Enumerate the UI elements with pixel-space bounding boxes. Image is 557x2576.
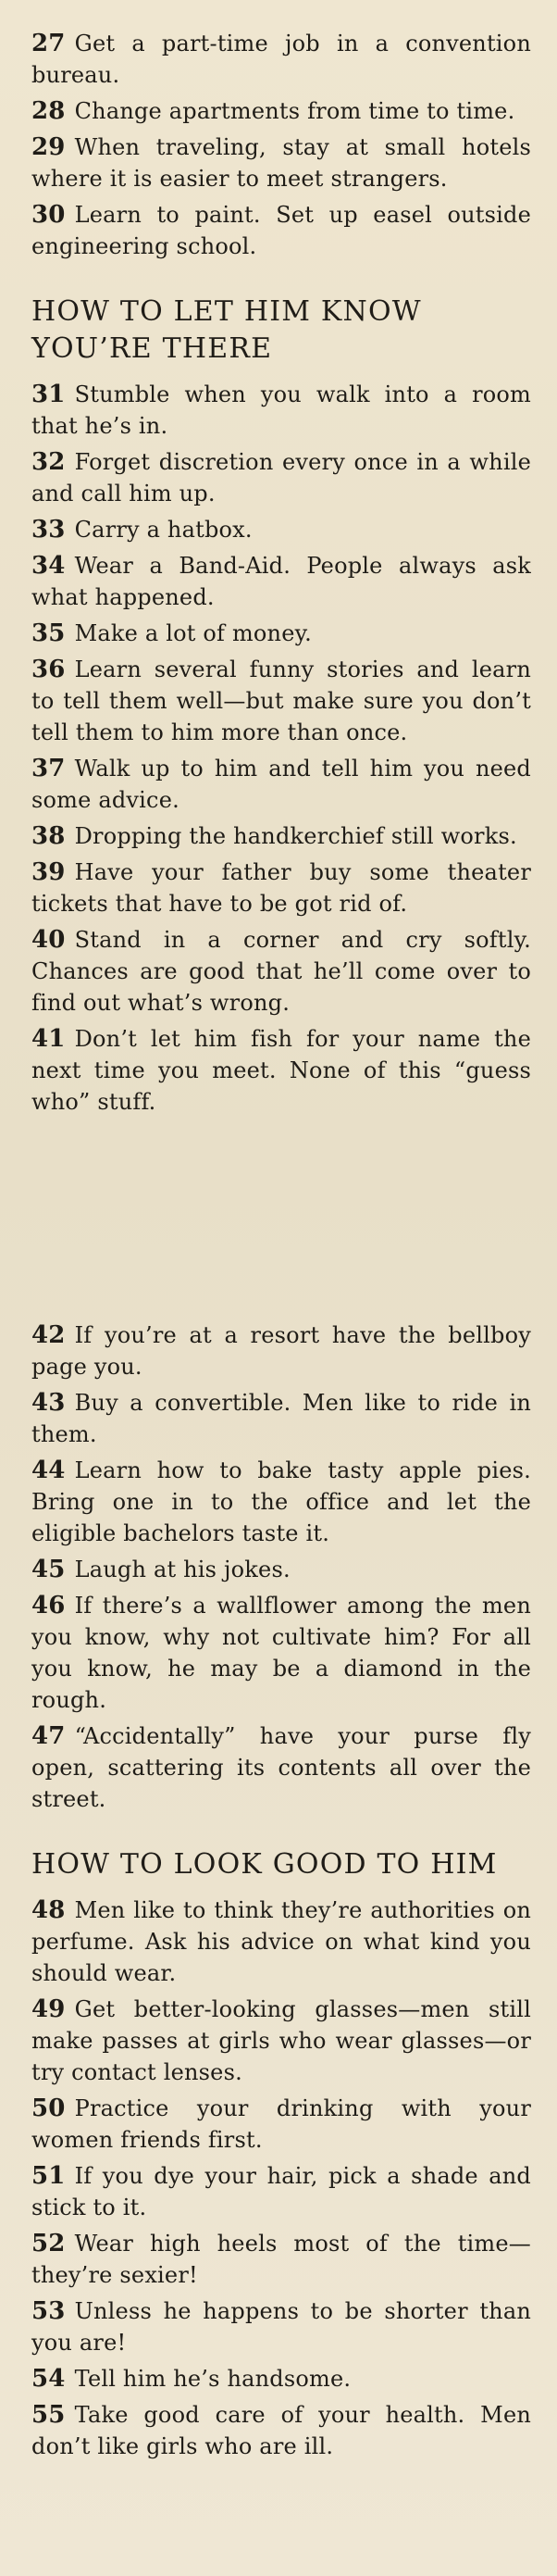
list-item: 44 Learn how to bake tasty apple pies. Bring one in to the office and let the eligible bachelors taste it. <box>31 1457 531 1546</box>
list-item: 36 Learn several funny stories and learn to tell them well—but make sure you don’t tell them to him more than once. <box>31 656 531 745</box>
list-item: 29 When traveling, stay at small hotels where it is easier to meet strangers. <box>31 133 531 192</box>
list-item: 31 Stumble when you walk into a room that he’s in. <box>31 381 531 439</box>
section-heading-look-good: HOW TO LOOK GOOD TO HIM <box>31 1848 498 1881</box>
list-item: 32 Forget discretion every once in a while and call him up. <box>31 448 531 506</box>
section-heading-let-him-know: HOW TO LET HIM KNOW YOU’RE THERE <box>31 295 422 365</box>
item-list-pre <box>31 28 531 262</box>
list-item: 30 Learn to paint. Set up easel outside engineering school. <box>31 201 531 259</box>
list-item: 42 If you’re at a resort have the bellboy page you. <box>31 1321 531 1380</box>
list-item: 55 Take good care of your health. Men don’t like girls who are ill. <box>31 2401 531 2459</box>
list-item: 38 Dropping the handkerchief still works. <box>31 822 517 850</box>
list-item: 43 Buy a convertible. Men like to ride in them. <box>31 1389 531 1447</box>
list-item: 41 Don’t let him fish for your name the next time you meet. None of this “guess who” stuff. <box>31 1025 531 1115</box>
list-item: 54 Tell him he’s handsome. <box>31 2365 352 2393</box>
list-item: 45 Laugh at his jokes. <box>31 1556 291 1583</box>
list-item: 52 Wear high heels most of the time—they’re sexier! <box>31 2230 531 2288</box>
item-list-look-good <box>31 1894 531 2462</box>
list-item: 27 Get a part-time job in a convention bureau. <box>31 30 531 88</box>
item-list-continued <box>31 1319 531 1815</box>
list-item: 40 Stand in a corner and cry softly. Chances are good that he’ll come over to find out what’s wrong. <box>31 926 531 1016</box>
list-item: 50 Practice your drinking with your women friends first. <box>31 2095 531 2153</box>
list-item: 34 Wear a Band-Aid. People always ask what happened. <box>31 552 531 610</box>
list-item: 48 Men like to think they’re authorities on perfume. Ask his advice on what kind you should wear. <box>31 1896 531 1986</box>
list-item: 33 Carry a hatbox. <box>31 516 253 544</box>
item-list-let-him-know <box>31 379 531 1118</box>
list-item: 37 Walk up to him and tell him you need some advice. <box>31 755 531 813</box>
list-item: 39 Have your father buy some theater tickets that have to be got rid of. <box>31 858 531 917</box>
text-column-lower <box>31 1319 531 2467</box>
list-item: 35 Make a lot of money. <box>31 619 313 647</box>
list-item: 46 If there’s a wallflower among the men you know, why not cultivate him? For all you know, he may be a diamond in the rough. <box>31 1592 531 1713</box>
list-item: 49 Get better-looking glasses—men still make passes at girls who wear glasses—or try contact lenses. <box>31 1995 531 2085</box>
list-item: 47 “Accidentally” have your purse fly open, scattering its contents all over the street. <box>31 1722 531 1812</box>
list-item: 51 If you dye your hair, pick a shade and stick to it. <box>31 2162 531 2220</box>
list-item: 53 Unless he happens to be shorter than you are! <box>31 2297 531 2356</box>
list-item: 28 Change apartments from time to time. <box>31 97 515 125</box>
text-column-upper <box>31 28 531 1122</box>
